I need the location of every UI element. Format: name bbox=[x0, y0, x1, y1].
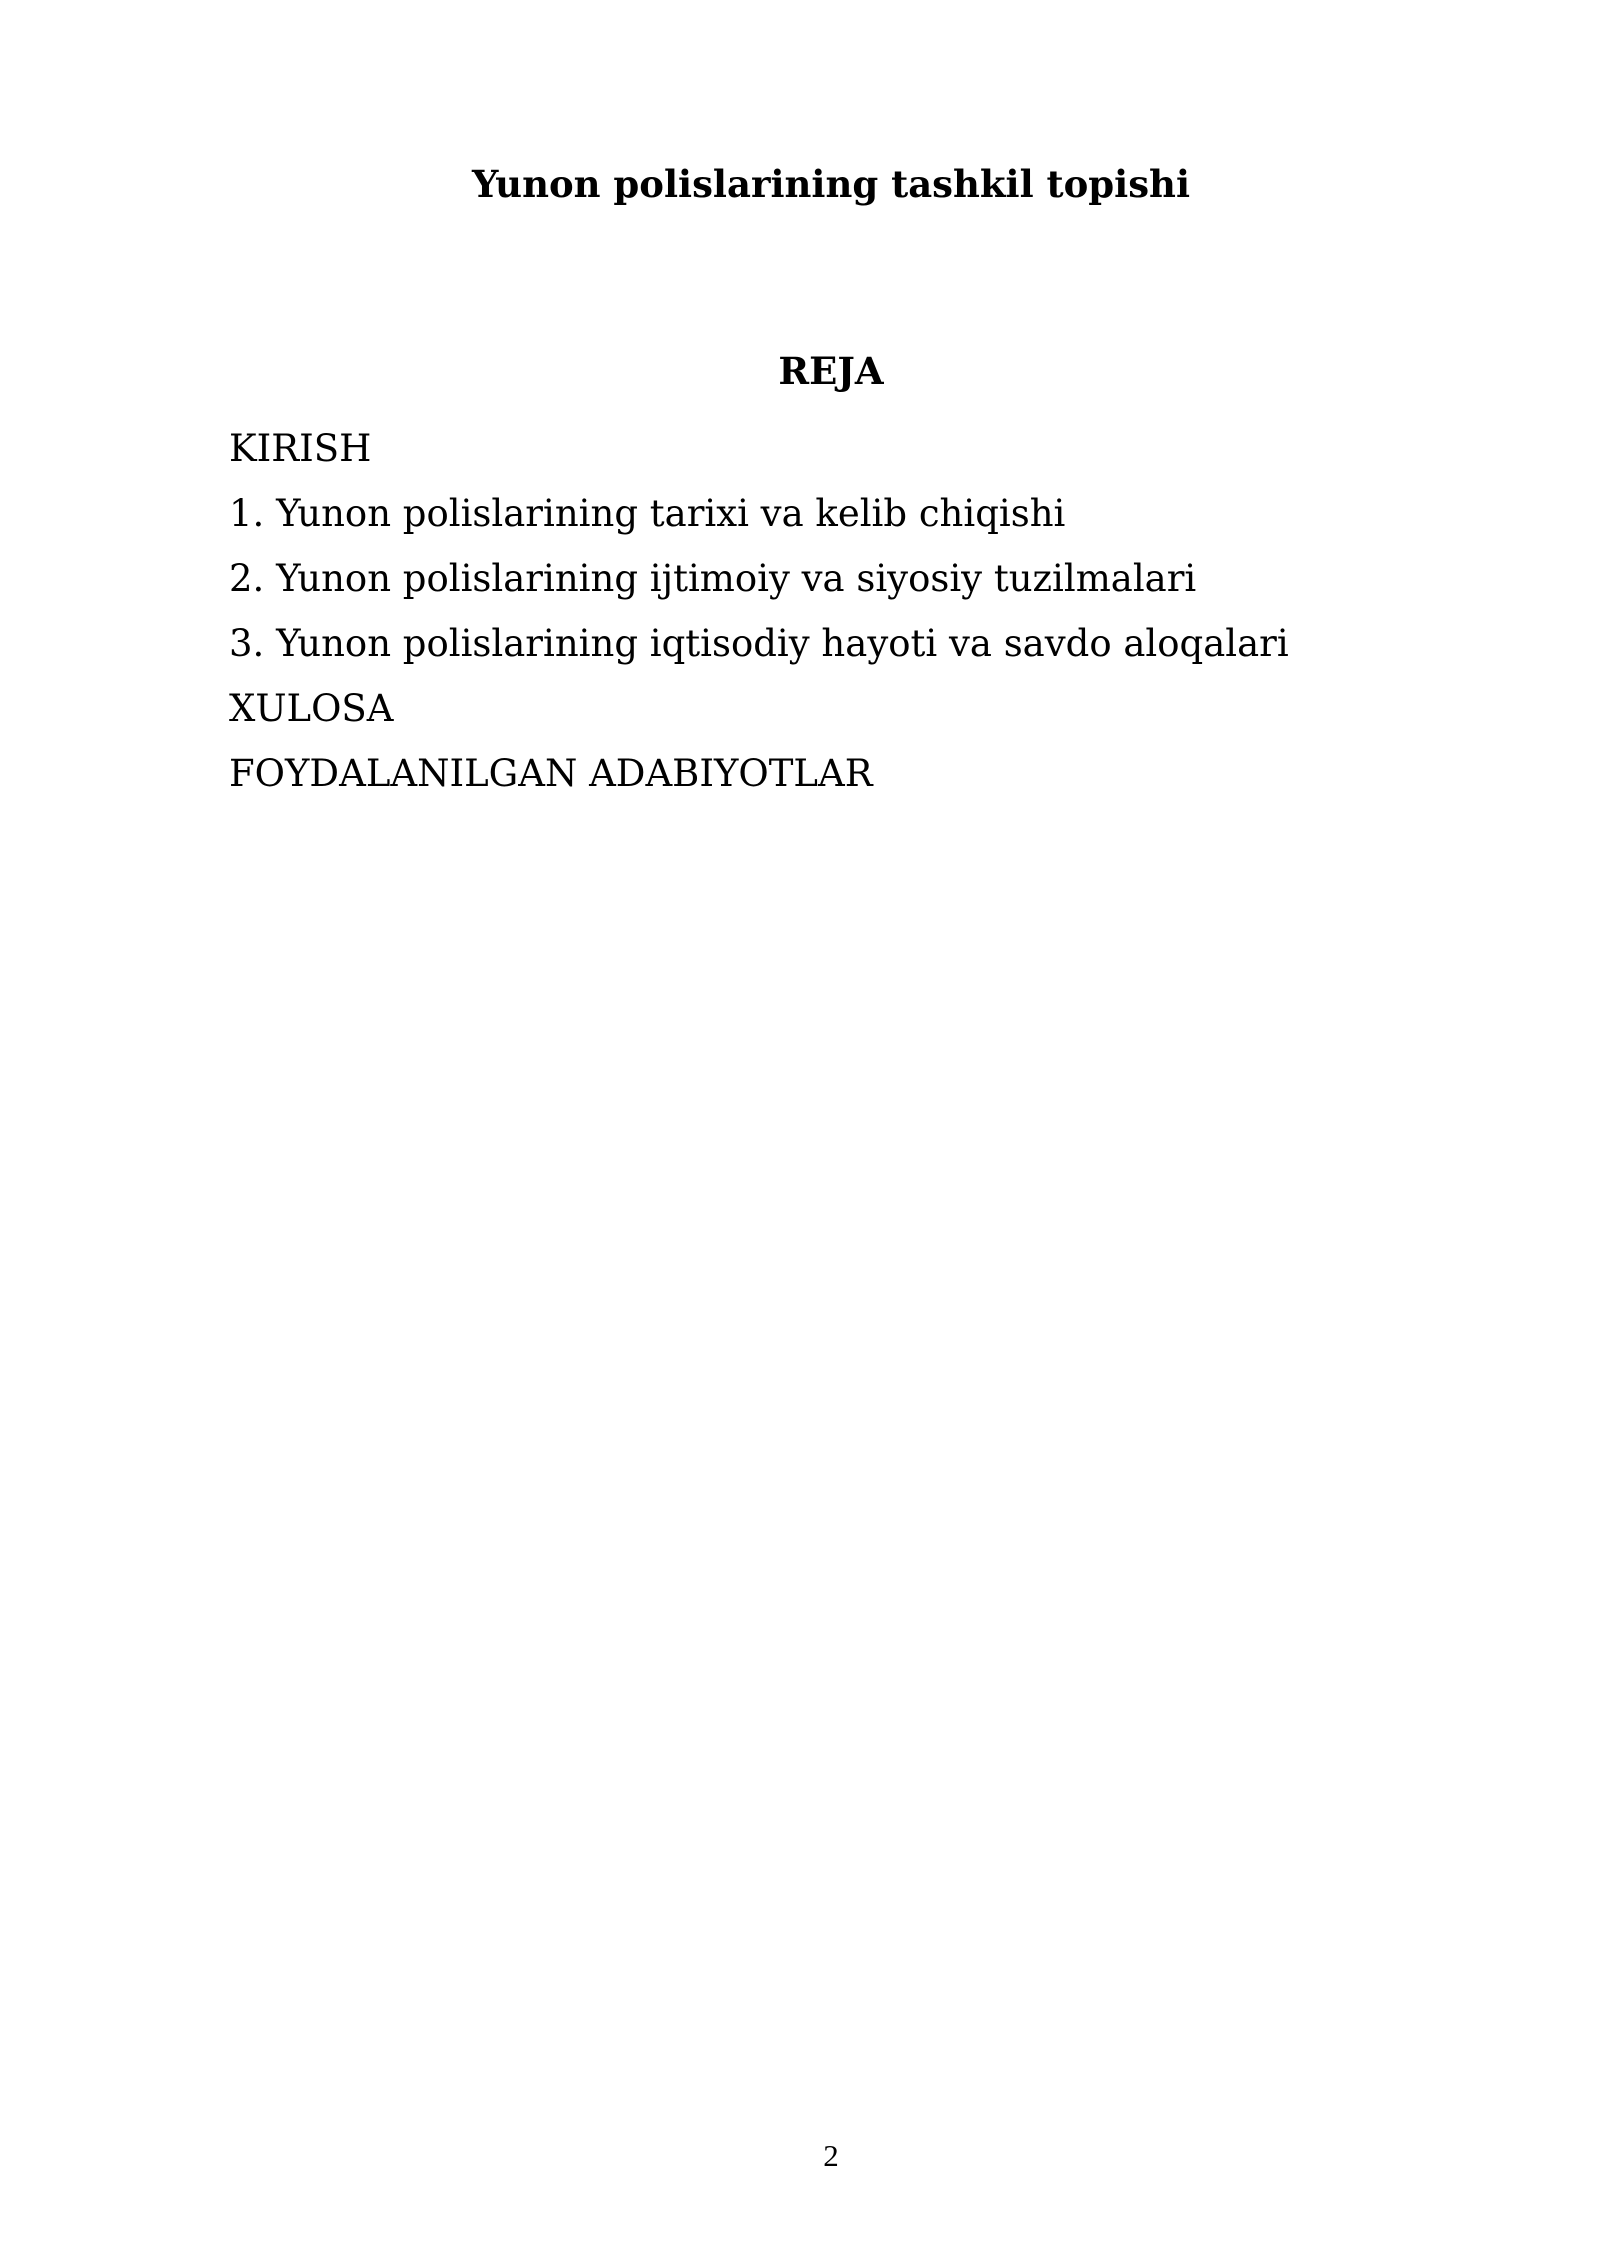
plan-item-3: 3. Yunon polislarining iqtisodiy hayoti va savdo aloqalari bbox=[229, 622, 1289, 665]
plan-item-references: FOYDALANILGAN ADABIYOTLAR bbox=[229, 752, 873, 795]
page-number: 2 bbox=[823, 2138, 839, 2173]
plan-list bbox=[229, 416, 1479, 806]
plan-item-introduction: KIRISH bbox=[229, 427, 372, 470]
plan-item-1: 1. Yunon polislarining tarixi va kelib chiqishi bbox=[229, 492, 1066, 535]
plan-item-conclusion: XULOSA bbox=[229, 687, 394, 730]
plan-heading: REJA bbox=[778, 349, 884, 393]
document-title: Yunon polislarining tashkil topishi bbox=[471, 162, 1191, 206]
plan-item-2: 2. Yunon polislarining ijtimoiy va siyosiy tuzilmalari bbox=[229, 557, 1197, 600]
